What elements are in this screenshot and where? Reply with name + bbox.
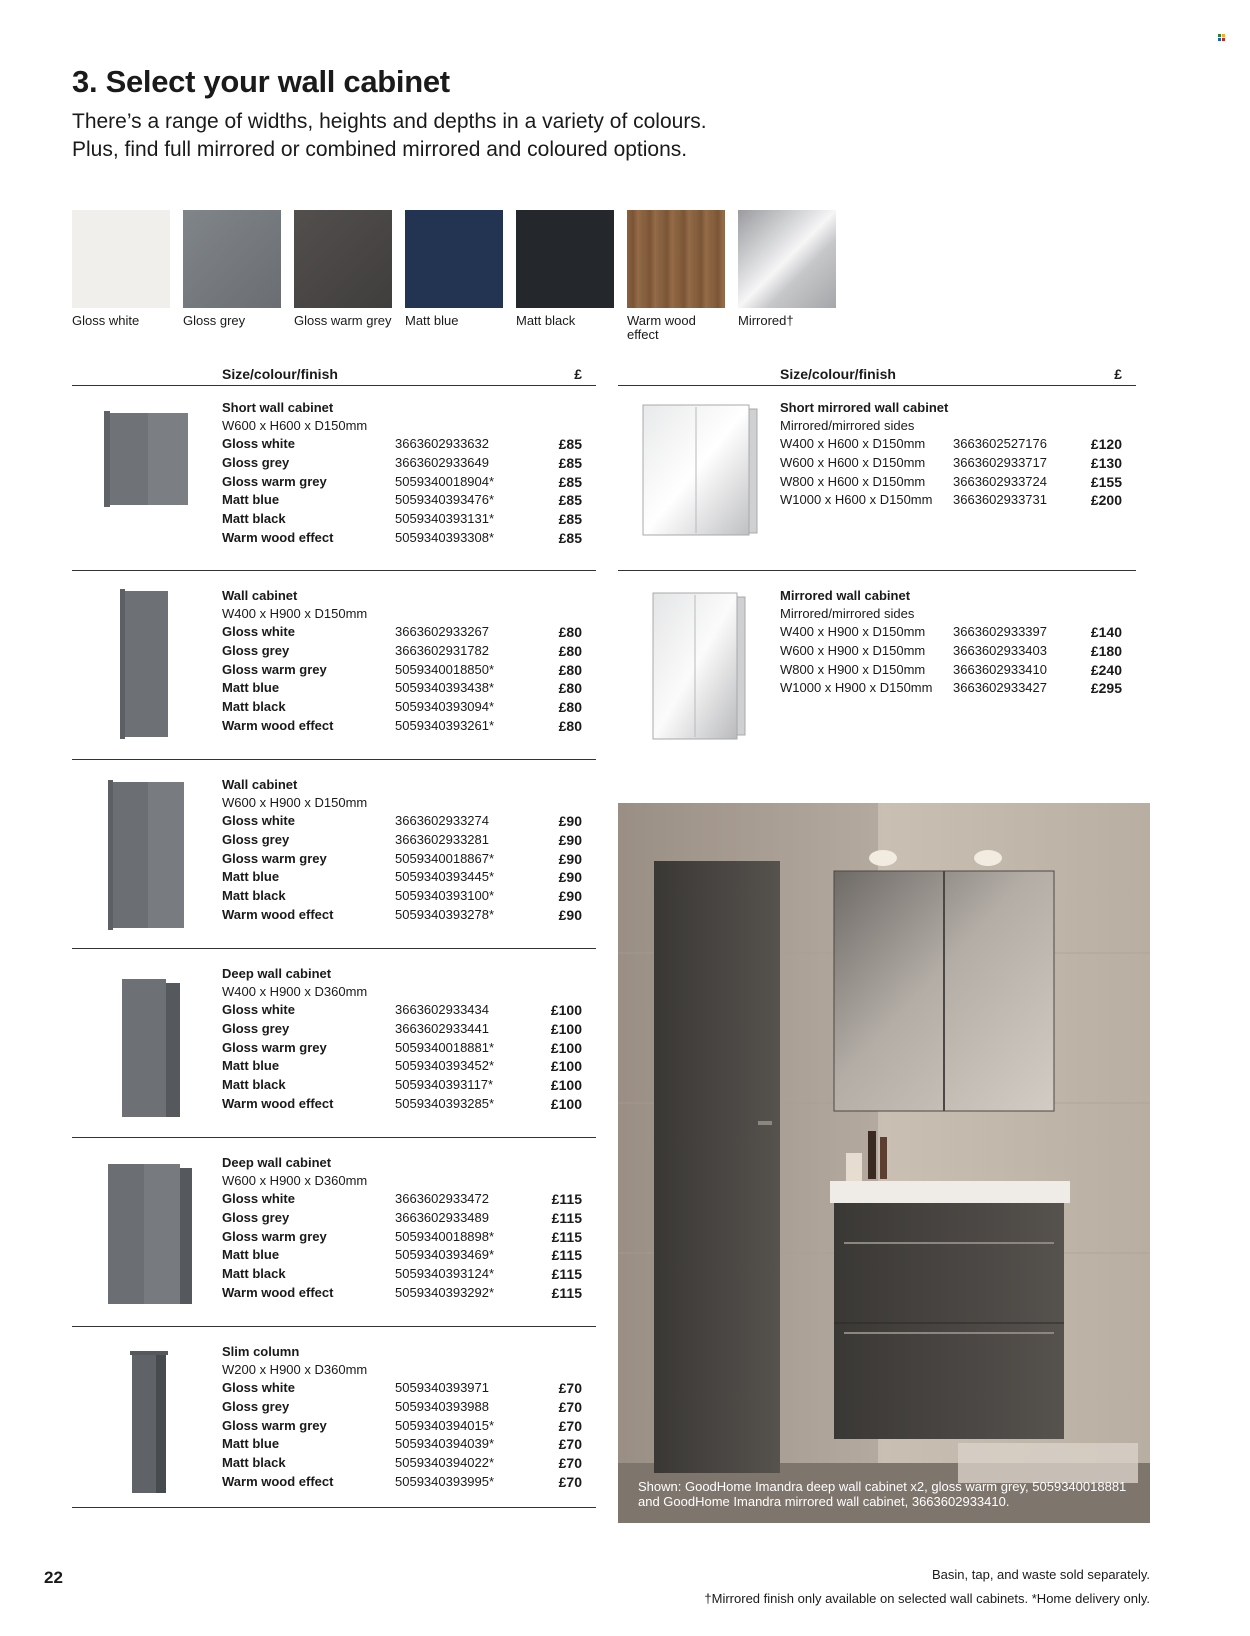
variant-price: £90: [558, 831, 582, 848]
variant-size: W800 x H600 x D150mm: [780, 473, 926, 489]
variant-finish: Warm wood effect: [222, 906, 334, 922]
variant-price: £100: [550, 1039, 582, 1056]
variant-list: [780, 435, 1136, 510]
variant-code: 3663602933489: [395, 1209, 489, 1225]
variant-code: 3663602933649: [395, 454, 489, 470]
product-dimensions: W600 x H900 x D150mm: [222, 795, 368, 810]
variant-price: £140: [1090, 624, 1122, 640]
variant-finish: Matt blue: [222, 492, 280, 508]
variant-price: £80: [558, 642, 582, 659]
product-dimensions: W600 x H600 x D150mm: [222, 418, 368, 433]
divider: [72, 1137, 596, 1138]
variant-price: £90: [558, 906, 582, 923]
product-name: Short wall cabinet: [222, 400, 334, 415]
variant-row: [222, 1020, 596, 1039]
swatch-chip: [183, 210, 281, 308]
variant-row: [222, 1228, 596, 1247]
variant-price: £70: [558, 1398, 582, 1415]
variant-row: [222, 1076, 596, 1095]
cabinet-image: [72, 587, 222, 757]
variant-finish: Matt black: [222, 1077, 286, 1093]
variant-finish: Gloss grey: [222, 454, 290, 470]
variant-price: £85: [558, 511, 582, 528]
swatch-chip: [294, 210, 392, 308]
variant-row: [222, 1435, 596, 1454]
variant-code: 5059340394022*: [395, 1455, 495, 1471]
variant-finish: Warm wood effect: [222, 1284, 334, 1300]
swatch-mirrored: [738, 210, 836, 342]
product-name: Wall cabinet: [222, 588, 298, 603]
column-heading: Size/colour/finish: [780, 366, 896, 382]
left-column-header: [72, 366, 596, 384]
product-name: Wall cabinet: [222, 777, 298, 792]
variant-list: [222, 1190, 596, 1303]
variant-list: [780, 623, 1136, 698]
variant-finish: Matt blue: [222, 1247, 280, 1263]
variant-code: 3663602933410: [953, 661, 1047, 677]
variant-list: [222, 435, 596, 548]
variant-price: £70: [558, 1380, 582, 1396]
variant-price: £80: [558, 661, 582, 678]
variant-code: 5059340393131*: [395, 511, 495, 527]
variant-finish: Warm wood effect: [222, 529, 334, 545]
variant-price: £155: [1090, 473, 1122, 490]
mirror-cabinet-image: [618, 587, 778, 757]
variant-code: 3663602931782: [395, 642, 489, 658]
footnote-basin: Basin, tap, and waste sold separately.: [932, 1567, 1150, 1582]
variant-code: 3663602933267: [395, 624, 489, 639]
variant-code: 3663602933472: [395, 1191, 489, 1206]
variant-row: [780, 491, 1136, 510]
variant-price: £100: [550, 1058, 582, 1075]
variant-row: [222, 1190, 596, 1209]
variant-finish: Gloss grey: [222, 642, 290, 658]
variant-code: 3663602933724: [953, 473, 1047, 489]
variant-finish: Warm wood effect: [222, 1095, 334, 1111]
variant-finish: Matt black: [222, 888, 286, 904]
variant-row: [222, 510, 596, 529]
variant-price: £80: [558, 680, 582, 697]
variant-price: £100: [550, 1020, 582, 1037]
variant-price: £85: [558, 436, 582, 452]
variant-price: £85: [558, 492, 582, 509]
variant-finish: Gloss warm grey: [222, 661, 327, 677]
swatch-chip: [627, 210, 725, 308]
variant-code: 5059340393308*: [395, 529, 495, 545]
brand-mark-icon: [1218, 34, 1226, 42]
variant-code: 5059340018898*: [395, 1228, 495, 1244]
variant-finish: Gloss warm grey: [222, 1228, 327, 1244]
variant-row: [222, 1209, 596, 1228]
variant-code: 5059340393117*: [395, 1077, 494, 1093]
variant-finish: Gloss warm grey: [222, 1417, 327, 1433]
variant-code: 3663602933441: [395, 1020, 489, 1036]
variant-code: 5059340393100*: [395, 888, 495, 904]
page-intro: [72, 108, 972, 164]
divider: [618, 385, 1136, 386]
product-name: Mirrored wall cabinet: [780, 588, 911, 603]
variant-code: 5059340393261*: [395, 717, 495, 733]
variant-code: 5059340393995*: [395, 1473, 495, 1489]
swatch-chip: [738, 210, 836, 308]
cabinet-image: [72, 965, 222, 1135]
variant-finish: Gloss white: [222, 624, 295, 639]
variant-finish: Matt black: [222, 511, 286, 527]
cabinet-image: [72, 1343, 222, 1513]
variant-code: 3663602933434: [395, 1002, 489, 1017]
variant-finish: Gloss white: [222, 1191, 295, 1206]
variant-row: [222, 454, 596, 473]
variant-code: 5059340018904*: [395, 473, 495, 489]
variant-row: [222, 661, 596, 680]
variant-row: [222, 473, 596, 492]
variant-code: 5059340018867*: [395, 850, 495, 866]
variant-price: £115: [551, 1191, 582, 1207]
variant-finish: Gloss grey: [222, 1020, 290, 1036]
variant-finish: Matt black: [222, 1266, 286, 1282]
variant-row: [222, 906, 596, 925]
divider: [72, 1507, 596, 1508]
swatch-label: Warm wood effect: [627, 313, 696, 342]
divider: [72, 948, 596, 949]
bathroom-scene-image: [618, 803, 1150, 1523]
variant-row: [222, 642, 596, 661]
divider: [72, 1326, 596, 1327]
variant-price: £70: [558, 1436, 582, 1453]
variant-price: £85: [558, 473, 582, 490]
variant-list: [222, 1379, 596, 1492]
variant-finish: Gloss warm grey: [222, 850, 327, 866]
variant-code: 5059340394039*: [395, 1436, 495, 1452]
variant-finish: Warm wood effect: [222, 1473, 334, 1489]
variant-row: [222, 1095, 596, 1114]
variant-row: [780, 435, 1136, 454]
variant-finish: Gloss grey: [222, 831, 290, 847]
variant-row: [222, 1246, 596, 1265]
variant-finish: Matt black: [222, 699, 286, 715]
footnotes: [704, 1563, 1150, 1611]
variant-finish: Warm wood effect: [222, 717, 334, 733]
variant-size: W400 x H600 x D150mm: [780, 436, 926, 451]
variant-row: [222, 812, 596, 831]
variant-price: £70: [558, 1417, 582, 1434]
variant-finish: Matt blue: [222, 680, 280, 696]
variant-row: [222, 850, 596, 869]
variant-code: 3663602933281: [395, 831, 489, 847]
variant-price: £115: [551, 1228, 582, 1245]
bathroom-photo: [618, 803, 1150, 1523]
product-name: Deep wall cabinet: [222, 966, 332, 981]
swatch-gloss-white: [72, 210, 170, 342]
currency-heading: £: [1114, 366, 1122, 382]
variant-row: [222, 1379, 596, 1398]
variant-row: [222, 1284, 596, 1303]
variant-row: [222, 1039, 596, 1058]
swatch-chip: [405, 210, 503, 308]
product-subtitle: Mirrored/mirrored sides: [780, 418, 915, 433]
variant-price: £115: [551, 1284, 582, 1301]
cabinet-image: [72, 399, 222, 569]
variant-row: [222, 698, 596, 717]
variant-finish: Gloss white: [222, 813, 295, 828]
cabinet-image: [72, 776, 222, 946]
variant-code: 3663602933731: [953, 492, 1047, 508]
divider: [72, 570, 596, 571]
variant-code: 5059340393445*: [395, 869, 495, 885]
variant-finish: Matt black: [222, 1455, 286, 1471]
variant-finish: Matt blue: [222, 869, 280, 885]
variant-code: 3663602933717: [953, 454, 1047, 470]
variant-code: 3663602933274: [395, 813, 489, 828]
variant-price: £100: [550, 1002, 582, 1018]
variant-size: W400 x H900 x D150mm: [780, 624, 926, 639]
variant-code: 3663602933632: [395, 436, 489, 451]
variant-price: £70: [558, 1455, 582, 1472]
swatch-matt-blue: [405, 210, 503, 342]
variant-finish: Gloss white: [222, 436, 295, 451]
variant-code: 5059340393971: [395, 1380, 489, 1395]
variant-price: £115: [551, 1209, 582, 1226]
variant-row: [222, 717, 596, 736]
mirror-cabinet-image: [618, 399, 778, 569]
variant-row: [222, 529, 596, 548]
variant-finish: Gloss warm grey: [222, 473, 327, 489]
variant-finish: Gloss white: [222, 1380, 295, 1395]
product-dimensions: W200 x H900 x D360mm: [222, 1362, 368, 1377]
variant-code: 5059340393452*: [395, 1058, 495, 1074]
divider: [72, 759, 596, 760]
variant-row: [222, 1398, 596, 1417]
variant-price: £90: [558, 869, 582, 886]
variant-code: 3663602933427: [953, 680, 1047, 696]
variant-code: 3663602933397: [953, 624, 1047, 639]
swatch-gloss-grey: [183, 210, 281, 342]
swatch-label: Gloss grey: [183, 313, 246, 328]
variant-size: W600 x H600 x D150mm: [780, 454, 926, 470]
variant-row: [222, 623, 596, 642]
variant-finish: Matt blue: [222, 1058, 280, 1074]
swatch-gloss-warm-grey: [294, 210, 392, 342]
swatch-label: Mirrored†: [738, 313, 794, 328]
divider: [72, 385, 596, 386]
cabinet-image: [72, 1154, 222, 1324]
variant-price: £80: [558, 624, 582, 640]
swatch-chip: [516, 210, 614, 308]
variant-price: £90: [558, 813, 582, 829]
variant-finish: Matt blue: [222, 1436, 280, 1452]
variant-row: [222, 887, 596, 906]
variant-price: £100: [550, 1095, 582, 1112]
intro-line-2: Plus, find full mirrored or combined mirrored and coloured options.: [72, 138, 688, 161]
variant-code: 5059340393278*: [395, 906, 495, 922]
variant-row: [222, 868, 596, 887]
variant-code: 5059340393469*: [395, 1247, 495, 1263]
variant-code: 5059340018881*: [395, 1039, 495, 1055]
page-title: 3. Select your wall cabinet: [72, 64, 450, 99]
variant-finish: Gloss grey: [222, 1398, 290, 1414]
variant-size: W600 x H900 x D150mm: [780, 642, 926, 658]
product-name: Deep wall cabinet: [222, 1155, 332, 1170]
variant-price: £90: [558, 888, 582, 905]
photo-caption: Shown: GoodHome Imandra deep wall cabinet x2, gloss warm grey, 5059340018881 and GoodHome Imandra mirrored wall cabinet, 3663602933410.: [638, 1479, 1127, 1509]
product-dimensions: W400 x H900 x D360mm: [222, 984, 368, 999]
currency-heading: £: [574, 366, 582, 382]
variant-size: W1000 x H600 x D150mm: [780, 492, 933, 508]
variant-finish: Gloss white: [222, 1002, 295, 1017]
footnote-mirrored-delivery: †Mirrored finish only available on selected wall cabinets. *Home delivery only.: [704, 1591, 1150, 1606]
variant-price: £200: [1090, 492, 1122, 509]
left-product-list: [72, 366, 596, 1508]
variant-price: £295: [1090, 680, 1122, 697]
variant-row: [780, 642, 1136, 661]
variant-price: £120: [1090, 436, 1122, 452]
variant-price: £100: [550, 1077, 582, 1094]
variant-row: [222, 1001, 596, 1020]
variant-row: [780, 454, 1136, 473]
variant-row: [222, 435, 596, 454]
variant-row: [222, 1473, 596, 1492]
swatch-warm-wood-effect: [627, 210, 725, 342]
column-heading: Size/colour/finish: [222, 366, 338, 382]
variant-code: 5059340394015*: [395, 1417, 495, 1433]
variant-code: 5059340393988: [395, 1398, 489, 1414]
variant-code: 5059340393476*: [395, 492, 495, 508]
variant-code: 5059340393124*: [395, 1266, 495, 1282]
divider: [618, 570, 1136, 571]
variant-list: [222, 1001, 596, 1114]
variant-price: £85: [558, 529, 582, 546]
variant-code: 3663602527176: [953, 436, 1047, 451]
swatch-matt-black: [516, 210, 614, 342]
variant-price: £240: [1090, 661, 1122, 678]
variant-price: £180: [1090, 642, 1122, 659]
variant-size: W1000 x H900 x D150mm: [780, 680, 933, 696]
variant-price: £115: [551, 1247, 582, 1264]
variant-code: 5059340393285*: [395, 1095, 495, 1111]
variant-code: 5059340393438*: [395, 680, 495, 696]
product-subtitle: Mirrored/mirrored sides: [780, 606, 915, 621]
variant-list: [222, 812, 596, 925]
variant-row: [222, 1057, 596, 1076]
swatch-label: Matt blue: [405, 313, 459, 328]
variant-code: 5059340393292*: [395, 1284, 495, 1300]
variant-price: £80: [558, 717, 582, 734]
right-product-list: [618, 366, 1136, 776]
variant-row: [780, 473, 1136, 492]
variant-price: £130: [1090, 454, 1122, 471]
variant-row: [222, 1265, 596, 1284]
swatch-label: Gloss warm grey: [294, 313, 392, 328]
colour-swatches: [72, 210, 836, 342]
variant-price: £70: [558, 1473, 582, 1490]
variant-row: [222, 1454, 596, 1473]
right-column-header: [618, 366, 1136, 384]
variant-code: 5059340018850*: [395, 661, 495, 677]
variant-row: [780, 661, 1136, 680]
variant-row: [780, 679, 1136, 698]
variant-code: 3663602933403: [953, 642, 1047, 658]
variant-row: [222, 831, 596, 850]
variant-row: [222, 1417, 596, 1436]
variant-code: 5059340393094*: [395, 699, 495, 715]
variant-price: £90: [558, 850, 582, 867]
product-name: Short mirrored wall cabinet: [780, 400, 949, 415]
variant-price: £85: [558, 454, 582, 471]
variant-finish: Gloss grey: [222, 1209, 290, 1225]
variant-row: [222, 491, 596, 510]
intro-line-1: There’s a range of widths, heights and depths in a variety of colours.: [72, 110, 707, 133]
variant-price: £80: [558, 699, 582, 716]
swatch-label: Gloss white: [72, 313, 140, 328]
variant-row: [780, 623, 1136, 642]
product-name: Slim column: [222, 1344, 300, 1359]
swatch-label: Matt black: [516, 313, 576, 328]
swatch-chip: [72, 210, 170, 308]
product-dimensions: W600 x H900 x D360mm: [222, 1173, 368, 1188]
variant-row: [222, 679, 596, 698]
variant-price: £115: [551, 1266, 582, 1283]
variant-size: W800 x H900 x D150mm: [780, 661, 926, 677]
page-number: 22: [44, 1568, 63, 1587]
variant-list: [222, 623, 596, 736]
product-dimensions: W400 x H900 x D150mm: [222, 606, 368, 621]
variant-finish: Gloss warm grey: [222, 1039, 327, 1055]
